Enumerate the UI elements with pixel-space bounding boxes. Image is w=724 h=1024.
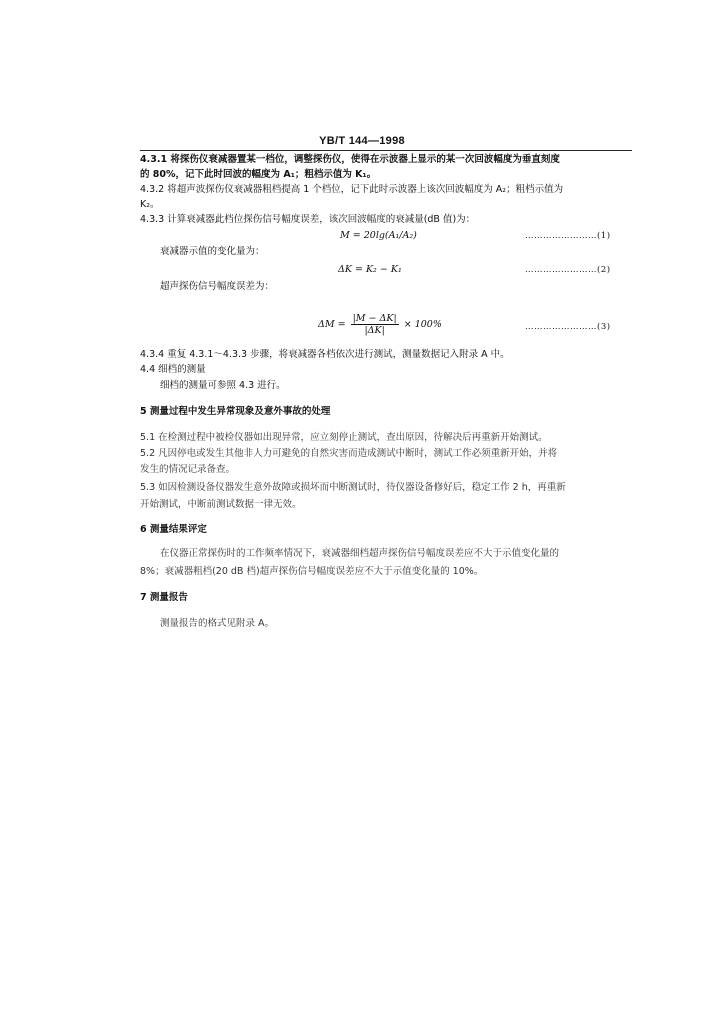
formula-1: M = 20lg(A₁/A₂)	[340, 230, 417, 241]
clause-4-4-text: 细档的测量可参照 4.3 进行。	[160, 380, 286, 391]
clause-5-1: 5.1 在检测过程中被检仪器如出现异常，应立刻停止测试，查出原因，待解决后再重新开始测试。	[140, 432, 548, 443]
clause-4-3-2-line2: K₂。	[140, 199, 160, 210]
clause-4-3-3-line1: 4.3.3 计算衰减器此档位探伤信号幅度误差，该次回波幅度的衰减量(dB 值)为：	[140, 214, 476, 225]
formula-3	[318, 313, 442, 336]
clause-4-3-4: 4.3.4 重复 4.3.1～4.3.3 步骤，将衰减器各档依次进行测试，测量数据记入附录 A 中。	[140, 349, 510, 360]
clause-5-2-line1: 5.2 凡因停电或发生其他非人力可避免的自然灾害而造成测试中断时，测试工作必须重新开始，并将	[140, 448, 558, 459]
section-7-text: 测量报告的格式见附录 A。	[160, 618, 275, 629]
section-6-line1: 在仪器正常探伤时的工作频率情况下，衰减器细档超声探伤信号幅度误差应不大于示值变化量的	[160, 548, 560, 559]
clause-4-3-2-line1: 4.3.2 将超声波探伤仪衰减器粗档提高 1 个档位，记下此时示波器上该次回波幅度为 A₂；粗档示值为	[140, 184, 564, 195]
section-6-line2: 8%；衰减器粗档(20 dB 档)超声探伤信号幅度误差应不大于示值变化量的 10%。	[140, 566, 484, 577]
equation-number-1: ……………………(1)	[525, 231, 611, 241]
formula-3-denominator: |ΔK|	[364, 325, 385, 336]
clause-4-3-3-text2: 衰减器示值的变化量为：	[160, 246, 265, 257]
equation-number-2: ……………………(2)	[525, 265, 611, 275]
section-6-heading: 6 测量结果评定	[140, 524, 207, 535]
clause-4-3-3-text3: 超声探伤信号幅度误差为：	[160, 281, 275, 292]
formula-2: ΔK = K₂ − K₁	[338, 264, 402, 275]
formula-3-fraction	[351, 313, 399, 336]
clause-5-3-line2: 开始测试，中断前测试数据一律无效。	[140, 499, 302, 510]
section-7-heading: 7 测量报告	[140, 592, 188, 603]
section-5-heading: 5 测量过程中发生异常现象及意外事故的处理	[140, 406, 331, 417]
page-header: YB/T 144—1998	[319, 135, 405, 147]
header-rule	[140, 150, 632, 151]
equation-number-3: ……………………(3)	[525, 322, 611, 332]
formula-3-lhs: ΔM =	[318, 319, 346, 330]
formula-3-numerator: |M − ΔK|	[352, 313, 397, 324]
clause-5-3-line1: 5.3 如因检测设备仪器发生意外故障或损坏而中断测试时，待仪器设备修好后，稳定工作 2 h，再重新	[140, 482, 566, 493]
clause-5-2-line2: 发生的情况记录备查。	[140, 464, 236, 475]
formula-3-rhs: × 100%	[403, 319, 442, 330]
clause-4-3-1-line2: 的 80%，记下此时回波的幅度为 A₁；粗档示值为 K₁。	[140, 169, 377, 180]
clause-4-3-1-line1: 4.3.1 将探伤仪衰减器置某一档位，调整探伤仪，使得在示波器上显示的某一次回波幅度为垂直刻度	[140, 154, 560, 165]
clause-4-4-heading: 4.4 细档的测量	[140, 364, 206, 375]
